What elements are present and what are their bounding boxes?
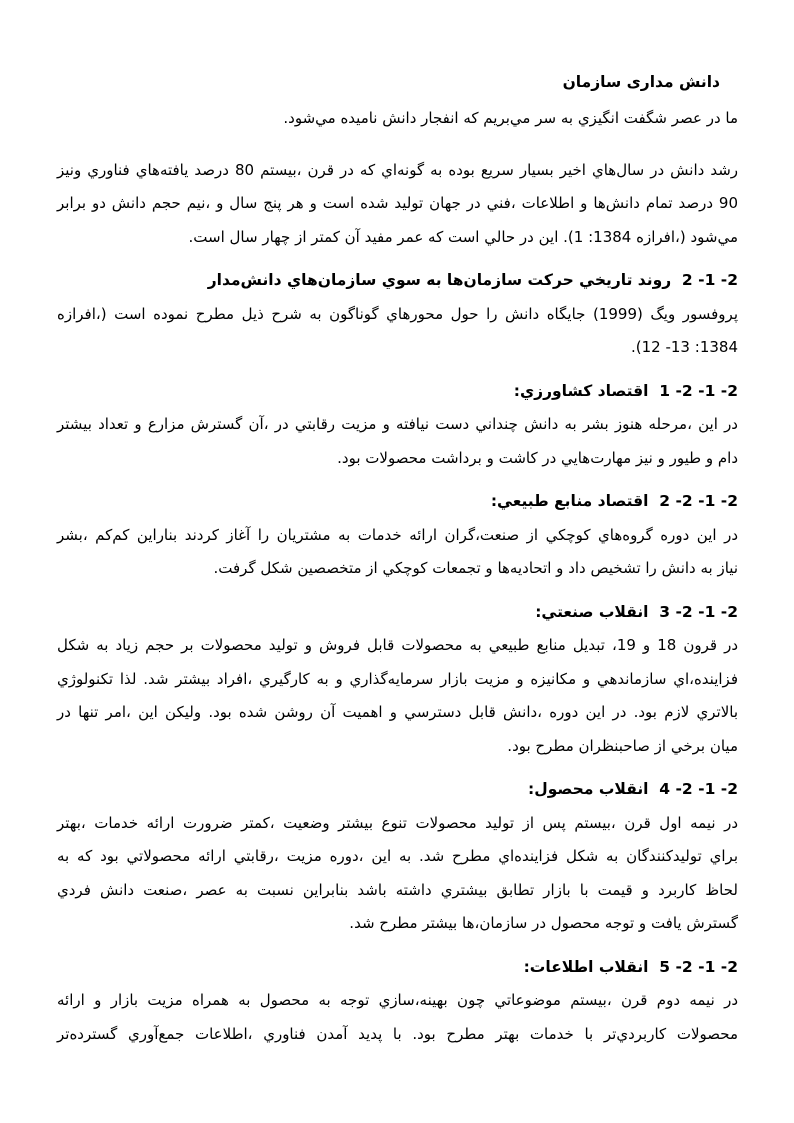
text-line: در نيمه اول قرن ،بيستم پس از توليد محصولات تنوع بيشتر وضعيت ،كمتر ضرورت ارائه خدمات ،بهتر [57,813,738,832]
text-line: نياز به دانش را تشخيص داد و اتحاديه‌ها و تجمعات كوچكي از متخصصين شكل گرفت. [213,559,738,577]
text-line: رشد دانش در سال‌هاي اخير بسيار سريع بوده به گونه‌اي كه در قرن ،بيستم 80 درصد يافته‌هاي فناوري ونيز [57,160,738,179]
text-line: گسترش يافت و توجه محصول در سازمان،ها بيشتر مطرح شد. [349,914,738,932]
document-title: دانش مداری سازمان [562,73,720,91]
section-heading: 2- 1- 2 روند تاريخي حركت سازمان‌ها به سوي سازمان‌هاي دانش‌مدار [207,271,738,289]
paragraph [57,984,738,1051]
text-line: براي توليدكنندگان به شكل فزاينده‌اي مطرح شد. به اين ،دوره مزيت ،رقابتي ارائه محصولاتي بود كه به [57,847,738,865]
paragraph [57,519,738,586]
section-heading: 2- 1- 2- 1 اقتصاد كشاورزي: [513,381,738,400]
section-heading: 2- 1- 2- 5 انقلاب اطلاعات: [523,957,738,976]
text-line: مي‌شود (،افرازه 1384: 1). اين در حالي است كه عمر مفيد آن كمتر از چهار سال است. [188,227,738,246]
section-heading: 2- 1- 2- 4 انقلاب محصول: [528,780,738,798]
paragraph [57,629,738,763]
text-line: بالاتري لازم بود. در اين دوره ،دانش قابل دسترسي و اهميت آن روشن شده بود. وليكن اين ،امر تنها در [57,703,738,721]
text-line: 90 درصد تمام دانش‌ها و اطلاعات ،فني در جهان توليد شده است و هر پنج سال و ،نيم حجم دانش دو برابر [57,194,738,212]
text-line: پروفسور ويگ (1999) جايگاه دانش را حول محورهاي گوناگون به شرح ذيل مطرح نموده است (،افرازه [57,304,738,323]
text-line: فزاينده،اي سازماندهي و مكانيزه و مزيت بازار سرمايه‌گذاري و به كارگيري ،افراد بيشتر شد. لذا تكنولوژي [57,669,738,688]
text-line: دام و طيور و نيز مهارت‌هايي در كاشت و برداشت محصولات بود. [337,448,738,467]
text-line: 1384: 13- 12). [630,338,738,356]
text-line: لحاظ كاربرد و قيمت با بازار تطابق بيشتري داشته باشد بنابراين نسبت به عصر ،صنعت دانش فردي [57,880,738,899]
paragraph [57,408,738,475]
text-line: ميان برخي از صاحبنظران مطرح بود. [507,736,738,755]
paragraph [57,102,738,136]
paragraph [57,154,738,255]
text-line: در قرون 18 و 19، تبديل منابع طبيعي به محصولات قابل فروش و توليد محصولات بر حجم زياد به شكل [57,636,738,654]
text-line: محصولات كاربردي‌تر با خدمات بهتر مطرح بود. با پديد آمدن فناوري ،اطلاعات جمع‌آوري گسترده‌تر [57,1024,738,1043]
text-line: در نيمه دوم قرن ،بيستم موضوعاتي چون بهينه،سازي توجه به محصول به همراه مزيت بازار و ارائه [57,991,738,1009]
section-heading: 2- 1- 2- 2 اقتصاد منابع طبيعي: [490,492,738,510]
section-heading: 2- 1- 2- 3 انقلاب صنعتي: [535,602,738,621]
document-body [57,102,738,1052]
text-line: در اين ،مرحله هنوز بشر به دانش چنداني دست نيافته و مزيت رقابتي در ،آن گسترش مزارع و تعداد بيشتر [57,415,738,433]
paragraph [57,807,738,941]
paragraph [57,298,738,365]
text-line: ما در عصر شگفت انگيزي به سر مي‌بريم كه انفجار دانش ناميده مي‌شود. [283,108,738,127]
text-line: در اين دوره گروه‌هاي كوچكي از صنعت،گران ارائه خدمات به مشتريان را آغاز كردند بناراين كم‌كم ،بشر [57,525,738,544]
